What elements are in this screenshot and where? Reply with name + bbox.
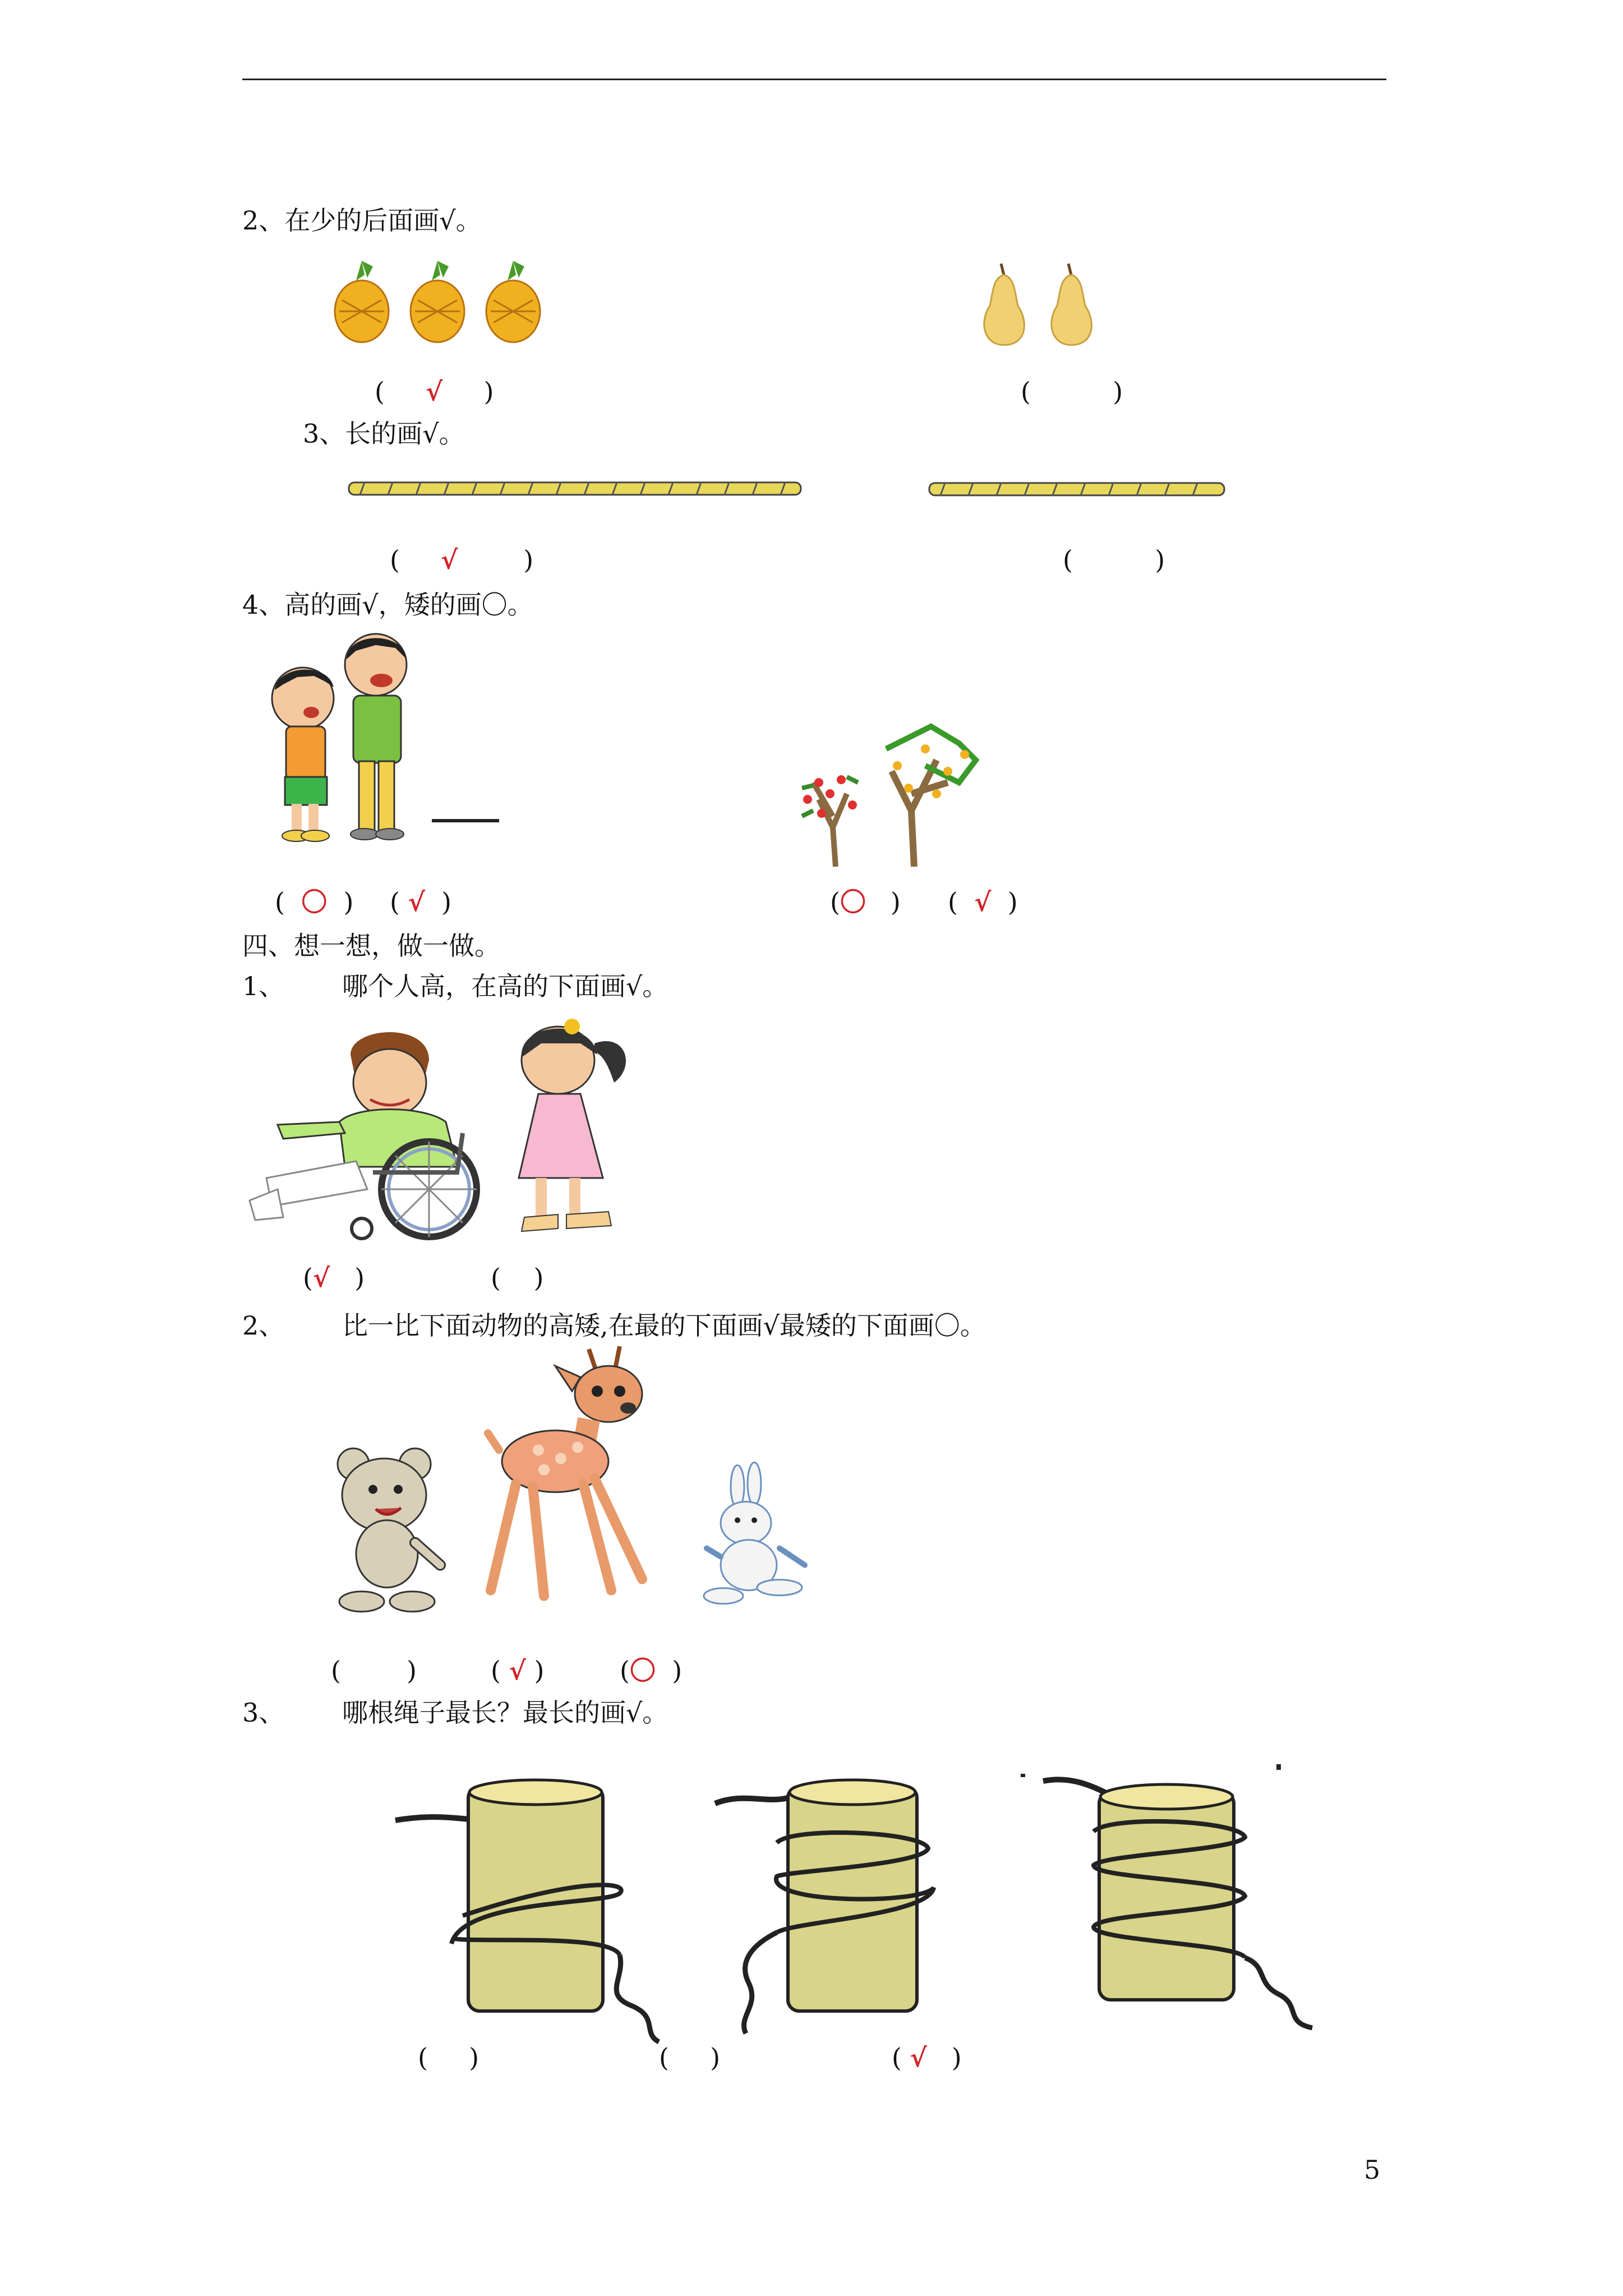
s4-q2-answer-1[interactable]: ( ): [331, 1655, 417, 1686]
answer-mark: √: [312, 1263, 330, 1293]
answer-mark: √: [426, 376, 443, 407]
rope-icon: [928, 480, 1225, 500]
s4-q2-answer-2[interactable]: ( √ ): [491, 1655, 545, 1686]
pears-group: [973, 261, 1113, 351]
s4-q1-number: 1、: [242, 971, 285, 1001]
q4-answer-4[interactable]: ( √ ): [948, 887, 1018, 917]
girl: [519, 1019, 626, 1231]
answer-mark: 〇: [629, 1655, 656, 1686]
q2-text: 2、在少的后面画√。: [242, 205, 482, 236]
pineapple-icon: [411, 261, 464, 342]
s4-q3-answer-1[interactable]: ( ): [418, 2042, 479, 2073]
s4-q2-text: 比一比下面动物的高矮,在最的下面画√最矮的下面画〇。: [342, 1310, 986, 1341]
q3-right-answer[interactable]: ( ): [1063, 545, 1165, 575]
wheelchair-kids-illustration: [244, 1021, 681, 1245]
q2-right-answer[interactable]: ( ): [1021, 376, 1123, 407]
s4-q3-answer-2[interactable]: ( ): [659, 2042, 721, 2073]
answer-mark: √: [441, 545, 458, 575]
pineapples-group: [331, 255, 561, 345]
pear-icon: [1052, 264, 1092, 345]
page-number: 5: [1364, 2155, 1381, 2185]
deer-icon: [482, 1343, 673, 1613]
q4-answer-2[interactable]: ( √ ): [390, 887, 452, 917]
rabbit-icon: [695, 1464, 813, 1610]
s4-q1-answer-1[interactable]: (√ ): [303, 1263, 365, 1293]
q4-answer-1[interactable]: ( 〇 ): [275, 887, 354, 917]
answer-mark: √: [509, 1655, 526, 1686]
post-with-rope-icon: [715, 1775, 951, 2045]
s4-q3-answer-3[interactable]: ( √ ): [892, 2042, 962, 2073]
q4-text: 4、高的画√，矮的画〇。: [242, 590, 533, 620]
header-rule: [242, 79, 1386, 80]
answer-mark: √: [974, 887, 992, 917]
post-with-rope-icon: [1021, 1759, 1324, 2039]
q4-answer-3[interactable]: (〇 ): [830, 887, 901, 917]
s4-q3-number: 3、: [242, 1697, 285, 1728]
s4-q1-text: 哪个人高，在高的下面画√。: [342, 971, 668, 1001]
s4-q1-answer-2[interactable]: ( ): [491, 1263, 544, 1293]
answer-mark: 〇: [840, 887, 866, 917]
pear-icon: [984, 264, 1025, 345]
q2-left-answer[interactable]: ( √ ): [375, 376, 494, 407]
pineapple-icon: [335, 261, 389, 342]
answer-mark: 〇: [301, 887, 328, 917]
answer-mark: √: [408, 887, 425, 917]
boys-illustration: [264, 631, 510, 855]
bear-icon: [331, 1442, 454, 1616]
post-with-rope-icon: [395, 1775, 693, 2045]
s4-q2-answer-3[interactable]: (〇 ): [620, 1655, 683, 1686]
answer-mark: √: [910, 2042, 927, 2073]
q3-left-answer[interactable]: ( √ ): [390, 545, 534, 575]
short-boy: [272, 668, 334, 841]
pineapple-icon: [486, 261, 540, 342]
tall-boy: [345, 634, 407, 840]
s4-q2-number: 2、: [242, 1310, 285, 1341]
trees-illustration: [780, 715, 1004, 872]
rope-icon: [348, 478, 802, 500]
q3-text: 3、长的画√。: [303, 418, 465, 449]
tall-tree: [886, 726, 976, 867]
short-tree: [802, 775, 858, 867]
section4-title: 四、想一想，做一做。: [242, 931, 500, 961]
s4-q3-text: 哪根绳子最长？最长的画√。: [342, 1697, 668, 1728]
